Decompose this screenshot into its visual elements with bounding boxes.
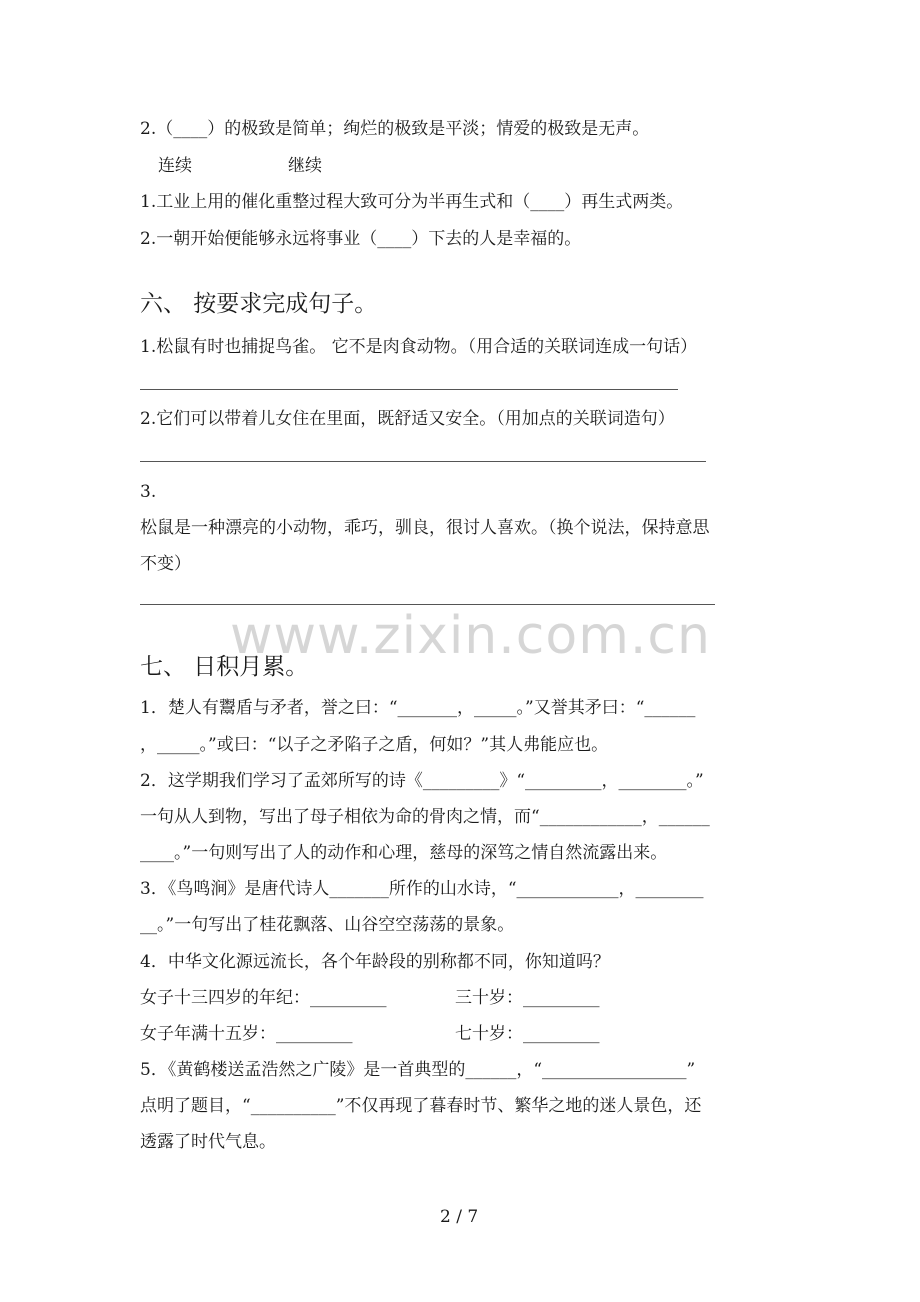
answer-line-2 (140, 461, 706, 462)
section-six-q3-line2: 不变） (140, 554, 191, 574)
page-number: 2 / 7 (440, 1207, 479, 1227)
sentence-2-blank: 2.（____）的极致是简单；绚烂的极致是平淡；情爱的极致是无声。 (140, 119, 650, 139)
answer-line-3 (140, 604, 715, 605)
section-seven-q5-line: 透露了时代气息。 (140, 1132, 276, 1152)
section-seven-line: ，_____。”或曰：“以子之矛陷子之盾，何如？”其人弗能应也。 (140, 735, 609, 755)
age-name-left: 女子年满十五岁：_________ (140, 1024, 353, 1044)
section-seven-line: ____。”一句则写出了人的动作和心理，慈母的深笃之情自然流露出来。 (140, 843, 668, 863)
fill-sentence-2: 2.一朝开始便能够永远将事业（____）下去的人是幸福的。 (140, 229, 582, 249)
fill-sentence-1: 1.工业上用的催化重整过程大致可分为半再生式和（____）再生式两类。 (140, 192, 684, 212)
section-seven-line: 3．《鸟鸣涧》是唐代诗人_______所作的山水诗，“____________，________ (140, 879, 704, 899)
section-seven-heading: 七、 日积月累。 (140, 654, 309, 680)
section-seven-line: 4．中华文化源远流长，各个年龄段的别称都不同，你知道吗？ (140, 952, 610, 972)
answer-line-1 (140, 389, 678, 390)
section-six-q2: 2.它们可以带着儿女住在里面，既舒适又安全。（用加点的关联词造句） (140, 409, 675, 429)
watermark: www.zixin.com.cn (230, 606, 711, 666)
age-name-right: 三十岁：_________ (455, 988, 600, 1008)
section-seven-line: __。”一句写出了桂花飘落、山谷空空荡荡的景象。 (140, 915, 515, 935)
section-seven-line: 2．这学期我们学习了孟郊所写的诗《_________》“_________，________。” (140, 771, 704, 791)
age-name-right: 七十岁：_________ (455, 1024, 600, 1044)
section-seven-line: 1．楚人有鬻盾与矛者，誉之曰：“_______，_____。”又誉其矛曰：“______ (140, 698, 696, 718)
section-seven-line: 一句从人到物，写出了母子相依为命的骨肉之情，而“____________，______ (140, 807, 710, 827)
section-seven-q5-line: 点明了题目，“__________”不仅再现了暮春时节、繁华之地的迷人景色，还 (140, 1096, 702, 1116)
section-six-heading: 六、 按要求完成句子。 (140, 291, 378, 317)
section-six-q3-line1: 松鼠是一种漂亮的小动物，乖巧，驯良，很讨人喜欢。（换个说法，保持意思 (140, 518, 710, 538)
age-name-left: 女子十三四岁的年纪：_________ (140, 988, 387, 1008)
section-six-q3-number: 3. (140, 482, 157, 502)
section-seven-q5-line: 5．《黄鹤楼送孟浩然之广陵》是一首典型的______，“_________________” (140, 1060, 696, 1080)
word-option-a: 连续 (158, 156, 192, 176)
section-six-q1: 1.松鼠有时也捕捉鸟雀。 它不是肉食动物。（用合适的关联词连成一句话） (140, 337, 698, 357)
word-option-b: 继续 (288, 156, 322, 176)
